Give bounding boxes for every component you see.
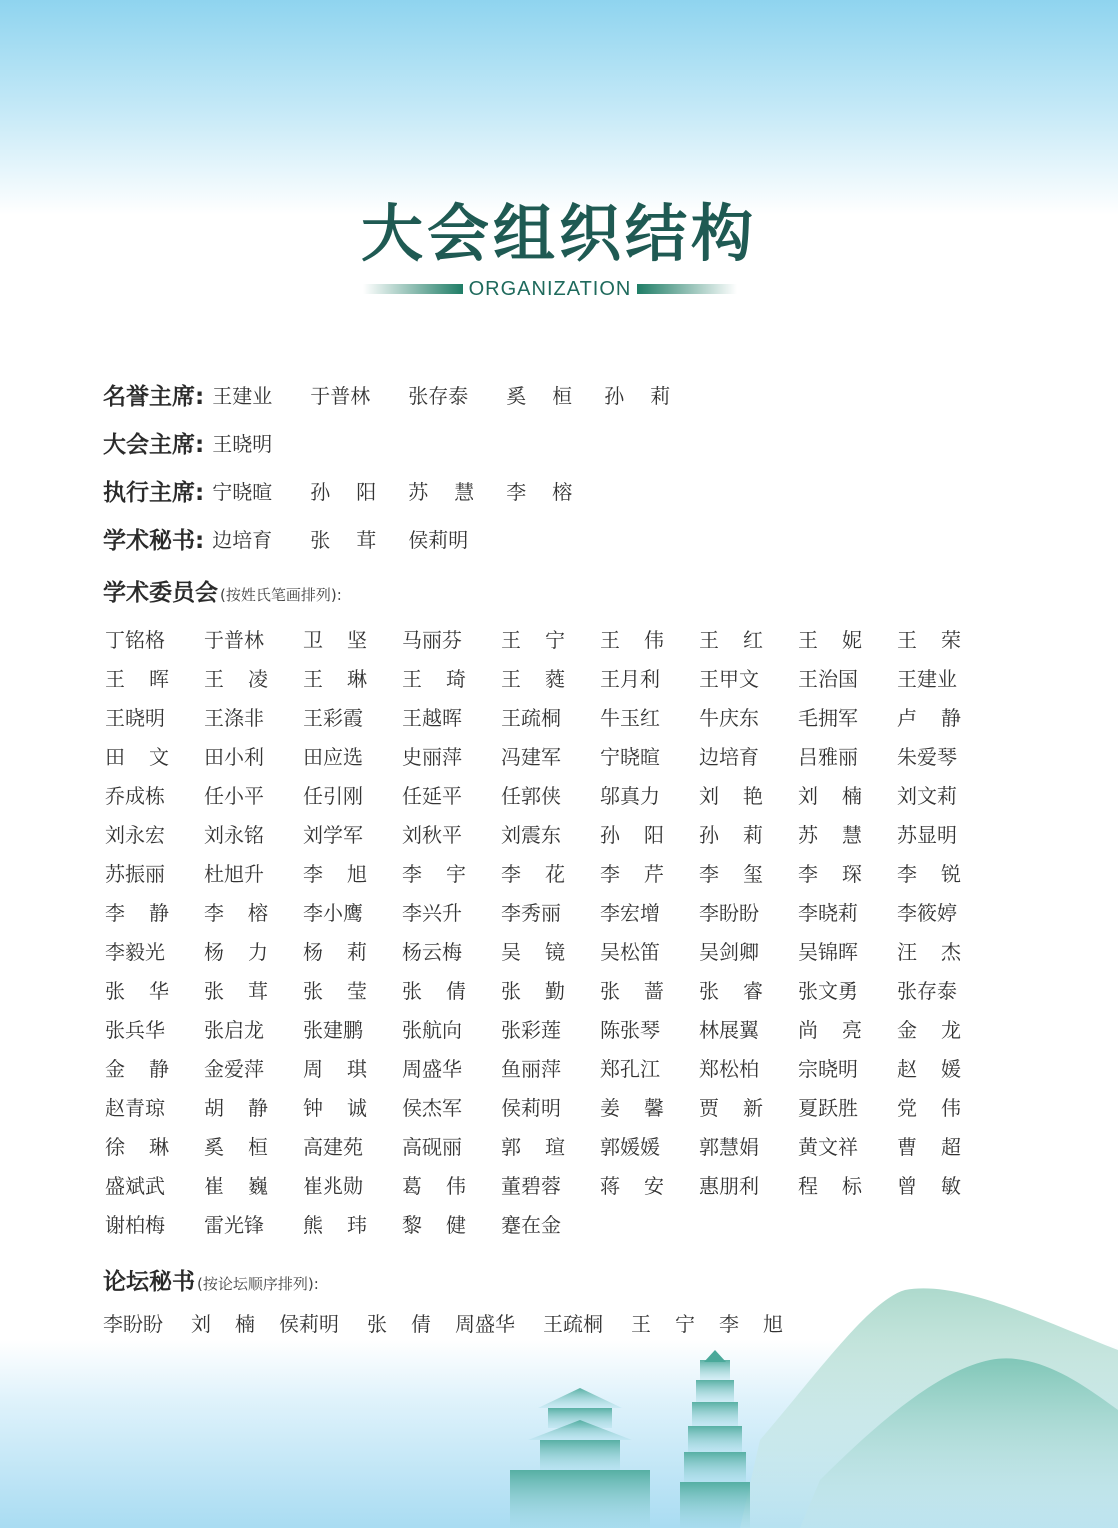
committee-member-name: 赵青琼 [105,1096,165,1120]
committee-member-name: 田 文 [105,745,169,769]
committee-member-name: 毛拥军 [798,706,858,730]
committee-member-name: 姜 馨 [600,1096,664,1120]
committee-member-name: 刘震东 [501,823,561,847]
committee-member-name: 汪 杰 [897,940,961,964]
committee-member-name: 任郭侠 [501,784,561,808]
committee-member-name: 王涤非 [204,706,264,730]
committee-member-name: 刘文莉 [897,784,957,808]
committee-member-name: 苏 慧 [798,823,862,847]
committee-member-name: 田应选 [303,745,363,769]
committee-member-name: 侯杰军 [402,1096,462,1120]
committee-member-name: 张 华 [105,979,169,1003]
role-person-name: 奚 桓 [506,383,573,408]
committee-member-name: 王 晖 [105,667,169,691]
committee-member-name: 崔兆勋 [303,1174,363,1198]
committee-member-name: 李兴升 [402,901,462,925]
committee-member-name: 高建苑 [303,1135,363,1159]
subtitle-row [360,278,740,300]
committee-member-name: 蒋 安 [600,1174,664,1198]
committee-member-name: 杨 力 [204,940,268,964]
committee-member-name: 王 妮 [798,628,862,652]
committee-member-name: 孙 莉 [699,823,763,847]
committee-member-name: 宁晓暄 [600,745,660,769]
committee-member-name: 郑孔江 [600,1057,660,1081]
committee-member-name: 李秀丽 [501,901,561,925]
committee-member-name: 金 静 [105,1057,169,1081]
role-label: 名誉主席: [103,383,205,410]
committee-member-name: 王 荣 [897,628,961,652]
committee-member-name: 张文勇 [798,979,858,1003]
committee-member-name: 陈张琴 [600,1018,660,1042]
committee-member-name: 刘 艳 [699,784,763,808]
committee-member-name: 王 蕤 [501,667,565,691]
committee-member-name: 王 琦 [402,667,466,691]
committee-member-name: 宗晓明 [798,1057,858,1081]
committee-member-name: 王月利 [600,667,660,691]
committee-member-name: 程 标 [798,1174,862,1198]
forum-secretary-name: 周盛华 [455,1311,515,1336]
committee-member-name: 任延平 [402,784,462,808]
committee-member-name: 吴松笛 [600,940,660,964]
role-person-name: 王建业 [212,383,273,408]
forum-secretary-name: 李 旭 [719,1311,783,1336]
committee-member-name: 金 龙 [897,1018,961,1042]
role-person-name: 孙 阳 [310,479,377,504]
role-list [103,370,1003,562]
committee-member-name: 郭媛媛 [600,1135,660,1159]
bell-tower-icon [510,1388,650,1528]
committee-member-name: 钟 诚 [303,1096,367,1120]
committee-member-name: 林展翼 [699,1018,759,1042]
forum-secretary-name: 王疏桐 [543,1311,603,1336]
role-person-name: 张 茸 [310,527,377,552]
committee-member-name: 刘永宏 [105,823,165,847]
committee-member-name: 赵 媛 [897,1057,961,1081]
landscape-illustration [0,1280,1118,1528]
committee-member-name: 杜旭升 [204,862,264,886]
committee-member-name: 王疏桐 [501,706,561,730]
subtitle-bar-left [363,284,463,294]
committee-member-name: 徐 琳 [105,1135,169,1159]
forum-secretary-name: 刘 楠 [191,1311,255,1336]
committee-member-name: 崔 巍 [204,1174,268,1198]
committee-member-name: 惠朋利 [699,1174,759,1198]
committee-member-name: 王彩霞 [303,706,363,730]
role-label: 大会主席: [103,431,205,458]
committee-member-name: 张启龙 [204,1018,264,1042]
committee-member-name: 王 红 [699,628,763,652]
role-row [103,466,1003,514]
committee-member-name: 熊 玮 [303,1213,367,1237]
committee-member-name: 马丽芬 [402,628,462,652]
committee-member-name: 任引刚 [303,784,363,808]
committee-member-name: 曾 敏 [897,1174,961,1198]
role-row [103,514,1003,562]
committee-member-name: 郭慧娟 [699,1135,759,1159]
committee-member-name: 杨 莉 [303,940,367,964]
role-person-name: 宁晓暄 [212,479,273,504]
forum-secretary-name: 张 倩 [367,1311,431,1336]
committee-member-name: 史丽萍 [402,745,462,769]
committee-member-name: 张 勤 [501,979,565,1003]
committee-member-name: 鱼丽萍 [501,1057,561,1081]
role-label: 学术秘书: [103,527,205,554]
committee-member-name: 尚 亮 [798,1018,862,1042]
committee-member-name: 李 榕 [204,901,268,925]
committee-member-name: 李宏增 [600,901,660,925]
committee-member-name: 张 莹 [303,979,367,1003]
committee-member-name: 郭 瑄 [501,1135,565,1159]
committee-member-name: 牛庆东 [699,706,759,730]
committee-member-name: 刘 楠 [798,784,862,808]
committee-member-name: 邬真力 [600,784,660,808]
role-row [103,418,1003,466]
committee-member-name: 张存泰 [897,979,957,1003]
committee-member-name: 张兵华 [105,1018,165,1042]
committee-member-name: 卫 坚 [303,628,367,652]
role-person-name: 王晓明 [212,431,273,456]
role-person-name: 孙 莉 [604,383,671,408]
committee-member-name: 杨云梅 [402,940,462,964]
forum-secretary-name: 李盼盼 [103,1311,163,1336]
committee-member-name: 张 倩 [402,979,466,1003]
committee-member-name: 于普林 [204,628,264,652]
committee-member-name: 张 蔷 [600,979,664,1003]
committee-member-name: 胡 静 [204,1096,268,1120]
committee-member-name: 王越晖 [402,706,462,730]
committee-member-name: 盛斌武 [105,1174,165,1198]
committee-member-name: 张 茸 [204,979,268,1003]
committee-member-name: 曹 超 [897,1135,961,1159]
committee-member-name: 牛玉红 [600,706,660,730]
committee-member-name: 王甲文 [699,667,759,691]
committee-heading [103,574,342,607]
forum-secretary-name: 侯莉明 [279,1311,339,1336]
committee-member-name: 吴剑卿 [699,940,759,964]
committee-member-name: 李 静 [105,901,169,925]
committee-member-name: 王 凌 [204,667,268,691]
committee-member-name: 董碧蓉 [501,1174,561,1198]
committee-member-name: 王 宁 [501,628,565,652]
role-person-name: 张存泰 [408,383,469,408]
committee-member-name: 李 宇 [402,862,466,886]
committee-member-name: 李 琛 [798,862,862,886]
committee-member-name: 贾 新 [699,1096,763,1120]
committee-member-name: 雷光锋 [204,1213,264,1237]
committee-member-name: 李筱婷 [897,901,957,925]
forum-title: 论坛秘书 [103,1269,195,1295]
committee-member-name: 李 旭 [303,862,367,886]
committee-member-name: 周盛华 [402,1057,462,1081]
role-person-name: 于普林 [310,383,371,408]
committee-member-name: 高砚丽 [402,1135,462,1159]
committee-member-name: 刘秋平 [402,823,462,847]
role-person-name: 李 榕 [506,479,573,504]
committee-member-name: 王建业 [897,667,957,691]
committee-member-name: 葛 伟 [402,1174,466,1198]
forum-note: (按论坛顺序排列): [197,1275,319,1293]
committee-member-name: 党 伟 [897,1096,961,1120]
committee-member-name: 刘学军 [303,823,363,847]
committee-member-name: 黎 健 [402,1213,466,1237]
committee-member-name: 王晓明 [105,706,165,730]
committee-member-name: 王治国 [798,667,858,691]
committee-note: (按姓氏笔画排列): [220,586,342,604]
committee-member-name: 张航向 [402,1018,462,1042]
role-row [103,370,1003,418]
committee-member-name: 黄文祥 [798,1135,858,1159]
committee-member-name: 任小平 [204,784,264,808]
committee-member-name: 李 花 [501,862,565,886]
committee-member-name: 金爱萍 [204,1057,264,1081]
committee-member-name: 张建鹏 [303,1018,363,1042]
role-person-name: 侯莉明 [408,527,469,552]
committee-member-name: 苏振丽 [105,862,165,886]
committee-member-name: 王 琳 [303,667,367,691]
committee-member-name: 王 伟 [600,628,664,652]
forum-secretary-name: 王 宁 [631,1311,695,1336]
subtitle-bar-right [637,284,737,294]
committee-member-name: 李 芹 [600,862,664,886]
committee-member-name: 田小利 [204,745,264,769]
page-subtitle: ORGANIZATION [468,278,632,300]
committee-member-name: 张彩莲 [501,1018,561,1042]
committee-member-name: 蹇在金 [501,1213,561,1237]
page-title: 大会组织结构 [360,197,757,270]
committee-member-name: 吴锦晖 [798,940,858,964]
committee-member-name: 李 玺 [699,862,763,886]
committee-member-name: 吴 镜 [501,940,565,964]
committee-member-name: 李小鹰 [303,901,363,925]
committee-member-name: 李 锐 [897,862,961,886]
role-person-name: 边培育 [212,527,273,552]
committee-member-name: 李晓莉 [798,901,858,925]
committee-member-name: 李盼盼 [699,901,759,925]
committee-grid [105,619,1005,1243]
role-person-name: 苏 慧 [408,479,475,504]
role-label: 执行主席: [103,479,205,506]
committee-title: 学术委员会 [103,580,218,606]
pagoda-icon [680,1350,750,1528]
committee-member-name: 苏显明 [897,823,957,847]
committee-member-name: 卢 静 [897,706,961,730]
committee-member-name: 朱爱琴 [897,745,957,769]
committee-member-name: 冯建军 [501,745,561,769]
committee-member-name: 夏跃胜 [798,1096,858,1120]
committee-member-name: 孙 阳 [600,823,664,847]
committee-member-name: 周 琪 [303,1057,367,1081]
committee-member-name: 李毅光 [105,940,165,964]
committee-member-name: 刘永铭 [204,823,264,847]
committee-member-name: 张 睿 [699,979,763,1003]
committee-member-name: 丁铭格 [105,628,165,652]
committee-member-name: 边培育 [699,745,759,769]
committee-member-name: 奚 桓 [204,1135,268,1159]
committee-member-name: 乔成栋 [105,784,165,808]
committee-member-name: 郑松柏 [699,1057,759,1081]
committee-member-name: 侯莉明 [501,1096,561,1120]
committee-member-name: 谢柏梅 [105,1213,165,1237]
committee-member-name: 吕雅丽 [798,745,858,769]
